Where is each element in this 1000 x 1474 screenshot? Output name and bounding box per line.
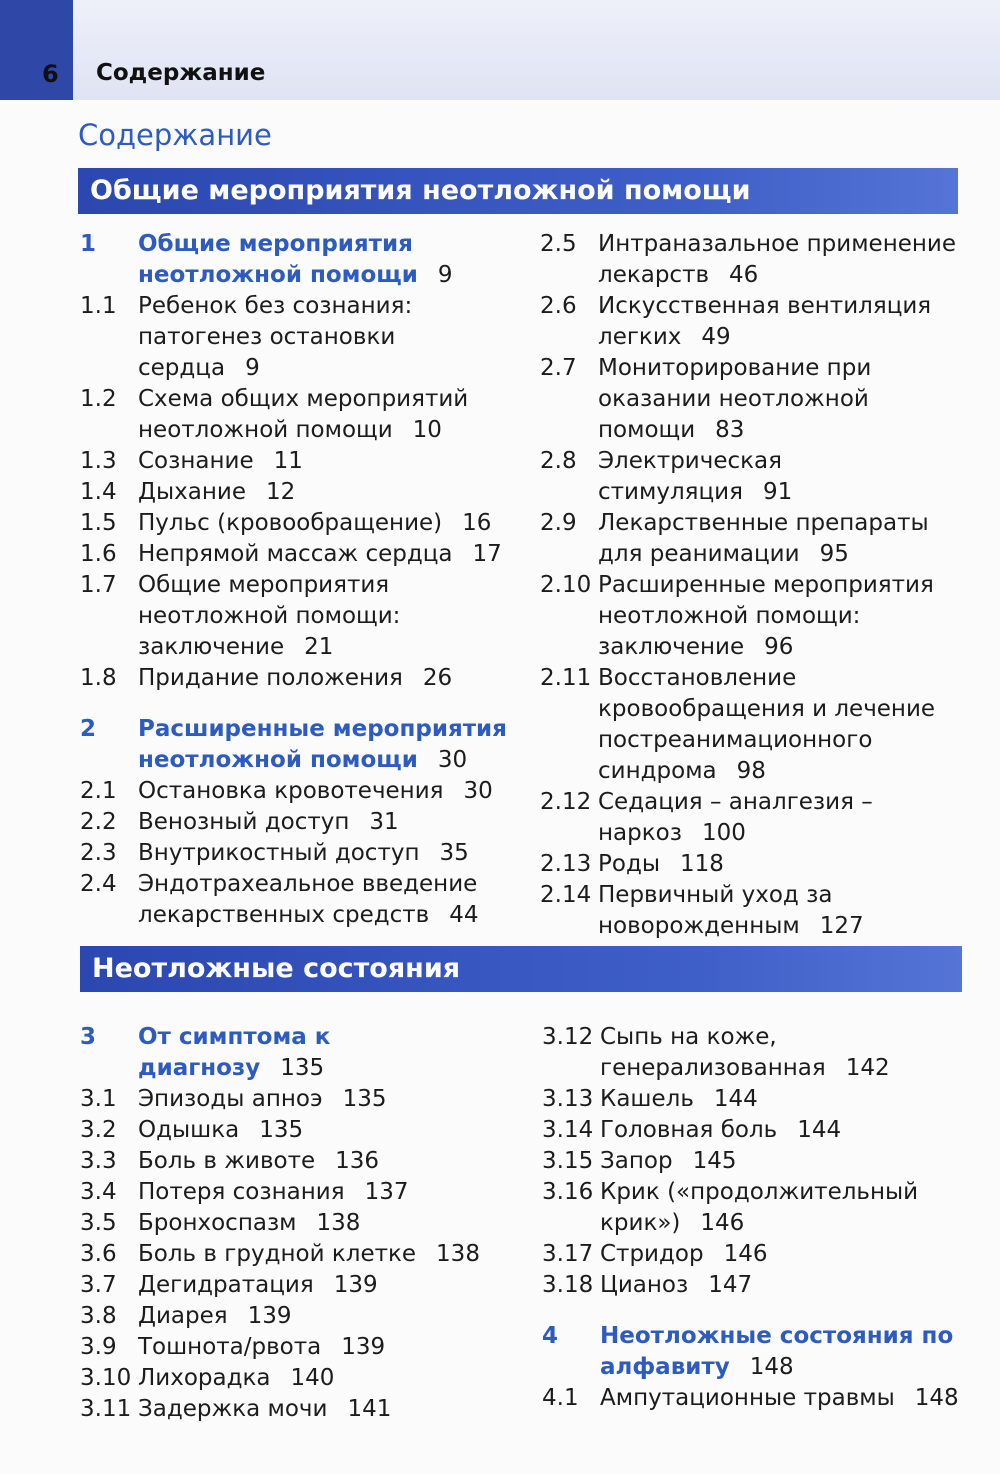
toc-entry[interactable] <box>540 880 960 942</box>
toc-entry-number: 3.4 <box>80 1179 117 1205</box>
toc-entry-number: 2.5 <box>540 231 577 257</box>
toc-entry-title: Потеря сознания <box>138 1179 345 1205</box>
toc-entry-number: 1.6 <box>80 541 117 567</box>
toc-entry-page: 11 <box>273 448 303 474</box>
toc-entry-title: Внутрикостный доступ <box>138 840 420 866</box>
toc-entry-number: 4.1 <box>542 1385 579 1411</box>
toc-entry-title: Схема общих мероприятий неотложной помощи <box>138 386 469 443</box>
toc-entry-number: 3.2 <box>80 1117 117 1143</box>
toc-entry[interactable] <box>80 1177 520 1208</box>
toc-entry[interactable] <box>542 1022 962 1084</box>
toc-entry-number: 2.6 <box>540 293 577 319</box>
toc-entry-title: Дегидратация <box>138 1272 314 1298</box>
toc-entry-title: Стридор <box>600 1241 704 1267</box>
toc-entry-title: Пульс (кровообращение) <box>138 510 443 536</box>
toc-entry-page: 127 <box>819 913 864 939</box>
toc-entry-page: 10 <box>412 417 442 443</box>
toc-entry-number: 3.11 <box>80 1396 132 1422</box>
toc-entry-number: 2.13 <box>540 851 592 877</box>
toc-entry[interactable] <box>542 1177 962 1239</box>
toc-entry-title: Мониторирование при оказании неотложной помощи <box>598 355 872 443</box>
toc-entry-page: 16 <box>462 510 492 536</box>
toc-entry-title: Тошнота/рвота <box>138 1334 322 1360</box>
toc-entry[interactable] <box>540 663 960 787</box>
toc-entry-number: 1.3 <box>80 448 117 474</box>
toc-entry-page: 96 <box>764 634 794 660</box>
toc-entry[interactable] <box>80 1270 520 1301</box>
toc-entry-page: 144 <box>713 1086 758 1112</box>
toc-entry-title: Боль в животе <box>138 1148 316 1174</box>
toc-entry[interactable] <box>540 229 960 291</box>
section-band-1 <box>78 168 958 214</box>
toc-entry-page: 139 <box>247 1303 292 1329</box>
toc-entry-title: Кашель <box>600 1086 694 1112</box>
toc-entry-title: Дыхание <box>138 479 246 505</box>
toc-entry-title: Непрямой массаж сердца <box>138 541 453 567</box>
toc-entry[interactable] <box>80 1332 520 1363</box>
toc-entry-page: 30 <box>437 747 468 773</box>
toc-chapter-entry[interactable] <box>80 1022 520 1084</box>
toc-entry-title: Седация – аналгезия – наркоз <box>598 789 873 846</box>
toc-entry-title: Остановка кровотечения <box>138 778 444 804</box>
toc-entry-number: 3.14 <box>542 1117 594 1143</box>
toc-entry-number: 2.14 <box>540 882 592 908</box>
toc-entry-number: 3.8 <box>80 1303 117 1329</box>
toc-column-right <box>540 229 960 942</box>
toc-entry-page: 141 <box>347 1396 392 1422</box>
toc-entry[interactable] <box>542 1115 962 1146</box>
toc-entry[interactable] <box>80 539 520 570</box>
toc-entry[interactable] <box>542 1270 962 1301</box>
toc-entry-page: 21 <box>304 634 334 660</box>
toc-entry[interactable] <box>80 508 520 539</box>
toc-entry-page: 26 <box>422 665 453 691</box>
toc-entry-title: Крик («продолжительный крик») <box>600 1179 919 1236</box>
toc-entry[interactable] <box>80 570 520 663</box>
toc-entry-page: 95 <box>819 541 849 567</box>
toc-entry-title: Первичный уход за новорожденным <box>598 882 833 939</box>
toc-entry-title: Искусственная вентиляция легких <box>598 293 932 350</box>
toc-entry[interactable] <box>542 1383 962 1414</box>
toc-entry-number: 2.4 <box>80 871 117 897</box>
toc-entry-title: Бронхоспазм <box>138 1210 297 1236</box>
toc-entry-number: 3 <box>80 1024 97 1050</box>
toc-entry-number: 4 <box>542 1323 559 1349</box>
toc-entry-title: Диарея <box>138 1303 228 1329</box>
toc-entry-title: Сознание <box>138 448 254 474</box>
chapter-gap <box>80 694 520 714</box>
toc-entry[interactable] <box>80 1084 520 1115</box>
toc-entry[interactable] <box>540 849 960 880</box>
toc-entry[interactable] <box>542 1146 962 1177</box>
toc-column-left <box>80 229 520 931</box>
toc-entry-title: Одышка <box>138 1117 240 1143</box>
toc-entry-number: 1.2 <box>80 386 117 412</box>
page-number: 6 <box>42 60 59 88</box>
toc-chapter-entry[interactable] <box>80 714 520 776</box>
toc-entry-page: 17 <box>472 541 502 567</box>
toc-entry-number: 2.11 <box>540 665 592 691</box>
toc-entry-page: 139 <box>333 1272 378 1298</box>
toc-entry[interactable] <box>540 353 960 446</box>
toc-entry-number: 2.7 <box>540 355 577 381</box>
toc-entry-title: Ребенок без сознания: патогенез остановки сердца <box>138 293 413 381</box>
toc-entry-page: 146 <box>723 1241 768 1267</box>
toc-entry[interactable] <box>80 1146 520 1177</box>
toc-entry-page: 148 <box>749 1354 794 1380</box>
toc-entry-title: Роды <box>598 851 661 877</box>
toc-entry-page: 137 <box>364 1179 409 1205</box>
toc-entry[interactable] <box>80 1363 520 1394</box>
toc-entry-title: Неотложные состояния по алфавиту <box>600 1323 954 1380</box>
toc-entry-page: 44 <box>449 902 479 928</box>
toc-entry-number: 3.5 <box>80 1210 117 1236</box>
toc-entry-page: 49 <box>701 324 731 350</box>
toc-entry-number: 3.12 <box>542 1024 594 1050</box>
toc-entry[interactable] <box>80 663 520 694</box>
toc-entry-number: 3.13 <box>542 1086 594 1112</box>
toc-entry-number: 2.9 <box>540 510 577 536</box>
toc-entry-number: 3.17 <box>542 1241 594 1267</box>
toc-entry-title: Сыпь на коже, генерализованная <box>600 1024 826 1081</box>
toc-entry[interactable] <box>80 477 520 508</box>
toc-entry-number: 3.18 <box>542 1272 594 1298</box>
toc-entry-page: 98 <box>736 758 766 784</box>
toc-entry[interactable] <box>80 446 520 477</box>
toc-entry-number: 2.12 <box>540 789 592 815</box>
toc-entry-number: 1.4 <box>80 479 117 505</box>
toc-entry-page: 145 <box>692 1148 737 1174</box>
toc-entry-number: 3.6 <box>80 1241 117 1267</box>
toc-entry-number: 3.7 <box>80 1272 117 1298</box>
toc-entry-page: 30 <box>463 778 493 804</box>
toc-entry[interactable] <box>80 869 520 931</box>
toc-entry[interactable] <box>540 446 960 508</box>
toc-entry-page: 118 <box>680 851 724 877</box>
toc-entry-number: 2.8 <box>540 448 577 474</box>
toc-entry-title: Интраназальное применение лекарств <box>598 231 957 288</box>
section-heading: Неотложные состояния <box>92 953 461 984</box>
toc-entry[interactable] <box>540 291 960 353</box>
toc-entry-number: 1.5 <box>80 510 117 536</box>
toc-entry-page: 83 <box>715 417 745 443</box>
toc-entry[interactable] <box>540 570 960 663</box>
toc-entry-page: 146 <box>700 1210 745 1236</box>
toc-entry[interactable] <box>80 776 520 807</box>
toc-entry[interactable] <box>540 508 960 570</box>
toc-entry-number: 2.10 <box>540 572 592 598</box>
toc-chapter-entry[interactable] <box>542 1321 962 1383</box>
chapter-gap <box>542 1301 962 1321</box>
page-number-tab <box>0 0 73 100</box>
toc-entry-page: 35 <box>439 840 469 866</box>
toc-entry-title: От симптома к диагнозу <box>138 1024 331 1081</box>
toc-entry[interactable] <box>80 838 520 869</box>
toc-entry-page: 31 <box>369 809 399 835</box>
toc-entry[interactable] <box>80 1239 520 1270</box>
toc-entry-page: 148 <box>914 1385 959 1411</box>
page-title: Содержание <box>78 118 272 152</box>
toc-entry-number: 3.15 <box>542 1148 594 1174</box>
toc-entry-page: 147 <box>708 1272 753 1298</box>
toc-entry-page: 144 <box>797 1117 842 1143</box>
toc-entry-number: 2 <box>80 716 97 742</box>
toc-entry-title: Боль в грудной клетке <box>138 1241 417 1267</box>
toc-entry-title: Общие мероприятия неотложной помощи <box>138 231 418 288</box>
toc-entry-title: Головная боль <box>600 1117 778 1143</box>
toc-entry-number: 2.3 <box>80 840 117 866</box>
toc-column-right <box>542 1022 962 1414</box>
toc-entry[interactable] <box>80 1208 520 1239</box>
toc-entry-title: Эндотрахеальное введение лекарственных средств <box>138 871 478 928</box>
running-title: Содержание <box>96 60 266 86</box>
toc-entry-number: 3.3 <box>80 1148 117 1174</box>
section-heading: Общие мероприятия неотложной помощи <box>90 175 751 206</box>
toc-entry-number: 3.1 <box>80 1086 117 1112</box>
section-band-2 <box>80 946 962 992</box>
toc-entry-page: 135 <box>342 1086 387 1112</box>
toc-entry-number: 3.16 <box>542 1179 594 1205</box>
toc-entry[interactable] <box>80 291 520 384</box>
toc-entry-title: Задержка мочи <box>138 1396 328 1422</box>
toc-entry-number: 1.7 <box>80 572 117 598</box>
toc-entry-title: Электрическая стимуляция <box>598 448 782 505</box>
toc-entry-number: 1 <box>80 231 97 257</box>
toc-chapter-entry[interactable] <box>80 229 520 291</box>
toc-entry-page: 9 <box>245 355 260 381</box>
toc-entry-page: 139 <box>341 1334 386 1360</box>
toc-entry-page: 142 <box>845 1055 890 1081</box>
toc-entry[interactable] <box>80 1394 520 1425</box>
toc-entry[interactable] <box>80 1301 520 1332</box>
toc-entry-number: 3.10 <box>80 1365 132 1391</box>
toc-entry-page: 46 <box>729 262 759 288</box>
toc-entry[interactable] <box>80 1115 520 1146</box>
toc-entry-number: 2.1 <box>80 778 117 804</box>
toc-column-left <box>80 1022 520 1425</box>
toc-entry[interactable] <box>542 1239 962 1270</box>
toc-entry-title: Эпизоды апноэ <box>138 1086 323 1112</box>
toc-entry-page: 12 <box>265 479 296 505</box>
toc-entry-number: 1.8 <box>80 665 117 691</box>
toc-entry-title: Придание положения <box>138 665 403 691</box>
toc-entry-title: Запор <box>600 1148 673 1174</box>
toc-entry-number: 2.2 <box>80 809 117 835</box>
toc-entry-title: Общие мероприятия неотложной помощи: заключение <box>138 572 401 660</box>
toc-entry[interactable] <box>540 787 960 849</box>
toc-entry-title: Расширенные мероприятия неотложной помощи: заключение <box>598 572 934 660</box>
toc-entry-title: Лекарственные препараты для реанимации <box>598 510 929 567</box>
toc-entry-page: 140 <box>290 1365 335 1391</box>
toc-entry-title: Расширенные мероприятия неотложной помощи <box>138 716 507 773</box>
toc-entry-title: Венозный доступ <box>138 809 350 835</box>
toc-entry-page: 136 <box>335 1148 380 1174</box>
toc-entry-number: 1.1 <box>80 293 117 319</box>
toc-entry-page: 138 <box>316 1210 361 1236</box>
toc-entry-title: Цианоз <box>600 1272 689 1298</box>
toc-entry[interactable] <box>542 1084 962 1115</box>
toc-entry[interactable] <box>80 384 520 446</box>
toc-entry-title: Ампутационные травмы <box>600 1385 895 1411</box>
toc-entry-page: 135 <box>259 1117 304 1143</box>
toc-entry[interactable] <box>80 807 520 838</box>
toc-entry-title: Лихорадка <box>138 1365 271 1391</box>
toc-entry-title: Восстановление кровообращения и лечение постреанимационного синдрома <box>598 665 936 784</box>
toc-entry-page: 135 <box>280 1055 325 1081</box>
toc-entry-page: 91 <box>762 479 793 505</box>
toc-entry-page: 9 <box>437 262 453 288</box>
toc-entry-page: 138 <box>436 1241 480 1267</box>
toc-entry-page: 100 <box>701 820 746 846</box>
toc-entry-number: 3.9 <box>80 1334 117 1360</box>
